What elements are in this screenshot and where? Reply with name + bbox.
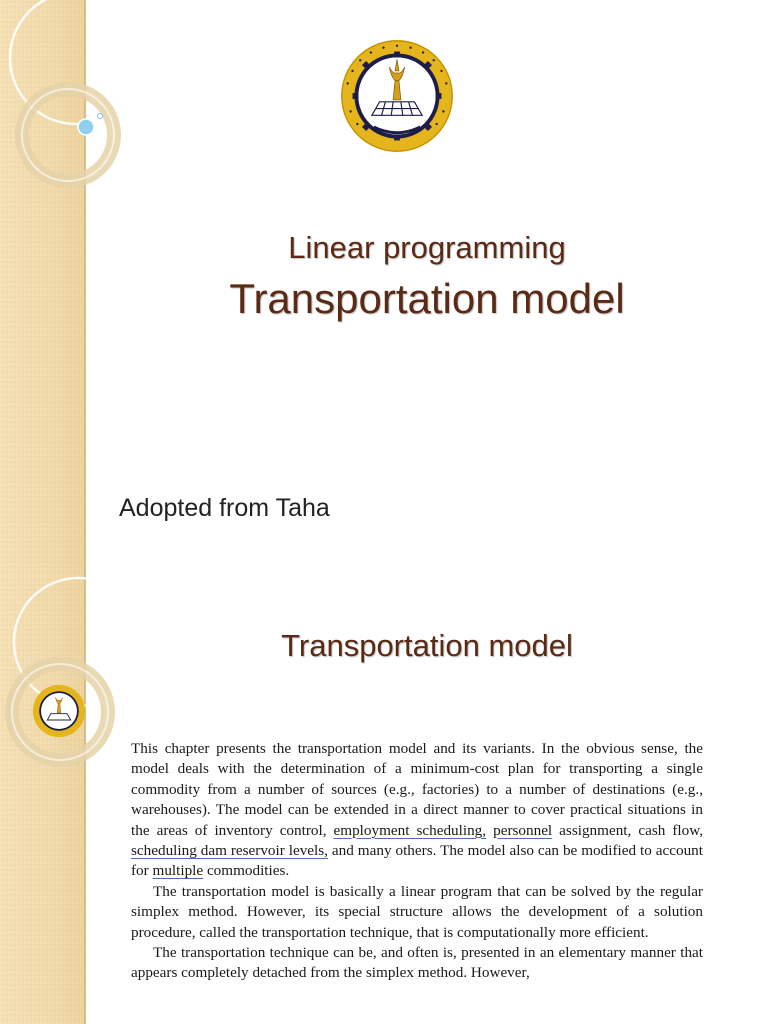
text-run: assignment, cash flow, <box>552 821 703 839</box>
institute-emblem-small-logo <box>32 684 86 738</box>
underlined-phrase: personnel <box>493 821 553 839</box>
scanned-text-block <box>131 739 703 984</box>
underlined-phrase: multiple <box>152 862 204 880</box>
institute-emblem-logo <box>339 38 455 154</box>
slide-title-text: Transportation model <box>229 275 625 322</box>
text-run: and many others. The model also can be modified to account for <box>131 842 703 880</box>
text-run: The transportation model is basically a linear program that can be solved by the regular simplex method. However, its special structure allows the development of a solution procedure, called the transportation technique, that is computationally more efficient. <box>131 882 703 941</box>
slide-content <box>0 576 768 1024</box>
bubble-small-icon <box>98 114 103 119</box>
text-run: The transportation technique can be, and often is, presented in an elementary manner that appears completely detached from the simplex method. However, <box>131 944 703 982</box>
underlined-phrase: employment scheduling, <box>333 821 487 839</box>
text-run: This chapter presents the transportation model and its variants. In the obvious sense, the model deals with the determination of a minimum-cost plan for transporting a single commodity from a number of sources (e.g., factories) to a number of destinations (e.g., warehouses). The model can be extended in a direct manner to cover practical situations in the areas of inventory control, <box>131 740 703 839</box>
scan-paragraph <box>131 943 703 984</box>
slide-subtitle: Linear programming <box>288 230 566 265</box>
text-run: commodities. <box>203 862 290 880</box>
slide-2-title: Transportation model <box>281 628 573 663</box>
scan-paragraph <box>131 739 703 882</box>
attribution-text: Adopted from Taha <box>119 494 330 522</box>
scan-paragraph <box>131 882 703 943</box>
underlined-phrase: scheduling dam reservoir levels, <box>131 842 328 860</box>
bubble-icon <box>78 119 94 135</box>
